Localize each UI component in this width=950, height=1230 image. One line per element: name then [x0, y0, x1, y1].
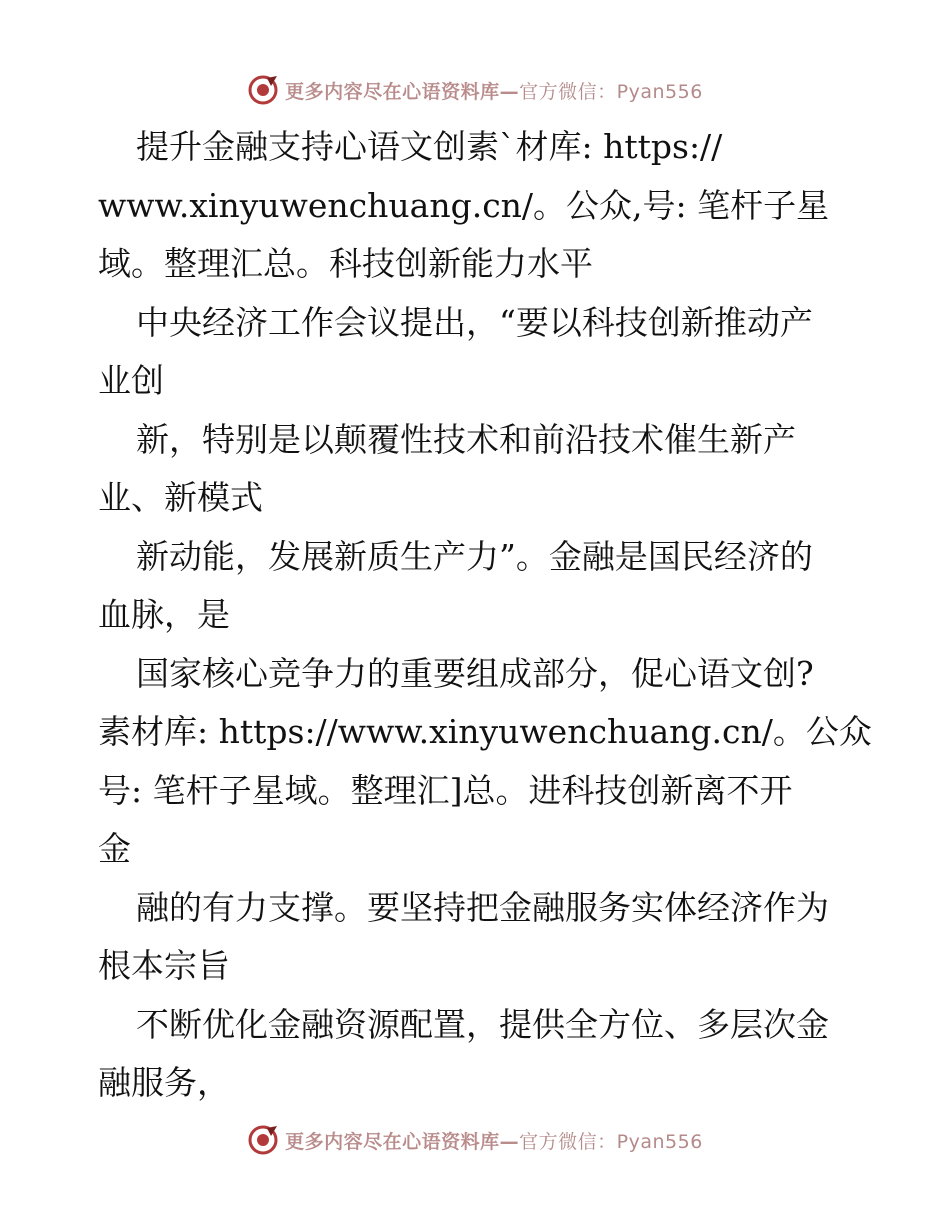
text-line: 融服务，: [98, 1063, 230, 1102]
footer-banner: [0, 1122, 950, 1158]
banner-title: 更多内容尽在心语资料库: [285, 1130, 500, 1153]
banner-text: [285, 77, 703, 104]
text-line: 融的有力支撑。要坚持把金融服务实体经济作为: [136, 887, 829, 927]
banner-title: 更多内容尽在心语资料库: [285, 80, 500, 103]
text-line: 域。整理汇总。科技创新能力水平: [98, 244, 593, 283]
text-line: 提升金融支持心语文创素`材库: https://: [136, 127, 723, 166]
banner-separator: —: [499, 80, 520, 103]
banner-text: [285, 1127, 703, 1154]
banner-wechat: 官方微信：Pyan556: [519, 80, 703, 103]
text-line: 业创: [98, 361, 164, 400]
text-line: 号: 笔杆子星域。整理汇]总。进科技创新离不开: [98, 770, 793, 810]
text-line: 业、新模式: [98, 478, 263, 517]
text-line: 金: [98, 829, 131, 868]
text-line: 根本宗旨: [98, 946, 230, 985]
text-line: 血脉，是: [98, 595, 230, 634]
text-line: 国家核心竞争力的重要组成部分，促心语文创?: [136, 653, 814, 693]
document-body: [98, 118, 872, 1113]
text-line: 中央经济工作会议提出，“要以科技创新推动产: [136, 302, 813, 342]
text-line: 新，特别是以颠覆性技术和前沿技术催生新产: [136, 419, 796, 459]
banner-separator: —: [499, 1130, 520, 1153]
header-banner: [0, 72, 950, 108]
banner-wechat: 官方微信：Pyan556: [519, 1130, 703, 1153]
text-line: 素材库: https://www.xinyuwenchuang.cn/。公众: [98, 712, 872, 751]
brand-logo-icon: [247, 1124, 279, 1156]
text-line: 新动能，发展新质生产力”。金融是国民经济的: [136, 536, 813, 576]
text-line: www.xinyuwenchuang.cn/。公众,号: 笔杆子星: [98, 185, 830, 225]
brand-logo-icon: [247, 74, 279, 106]
text-line: 不断优化金融资源配置，提供全方位、多层次金: [136, 1004, 829, 1044]
